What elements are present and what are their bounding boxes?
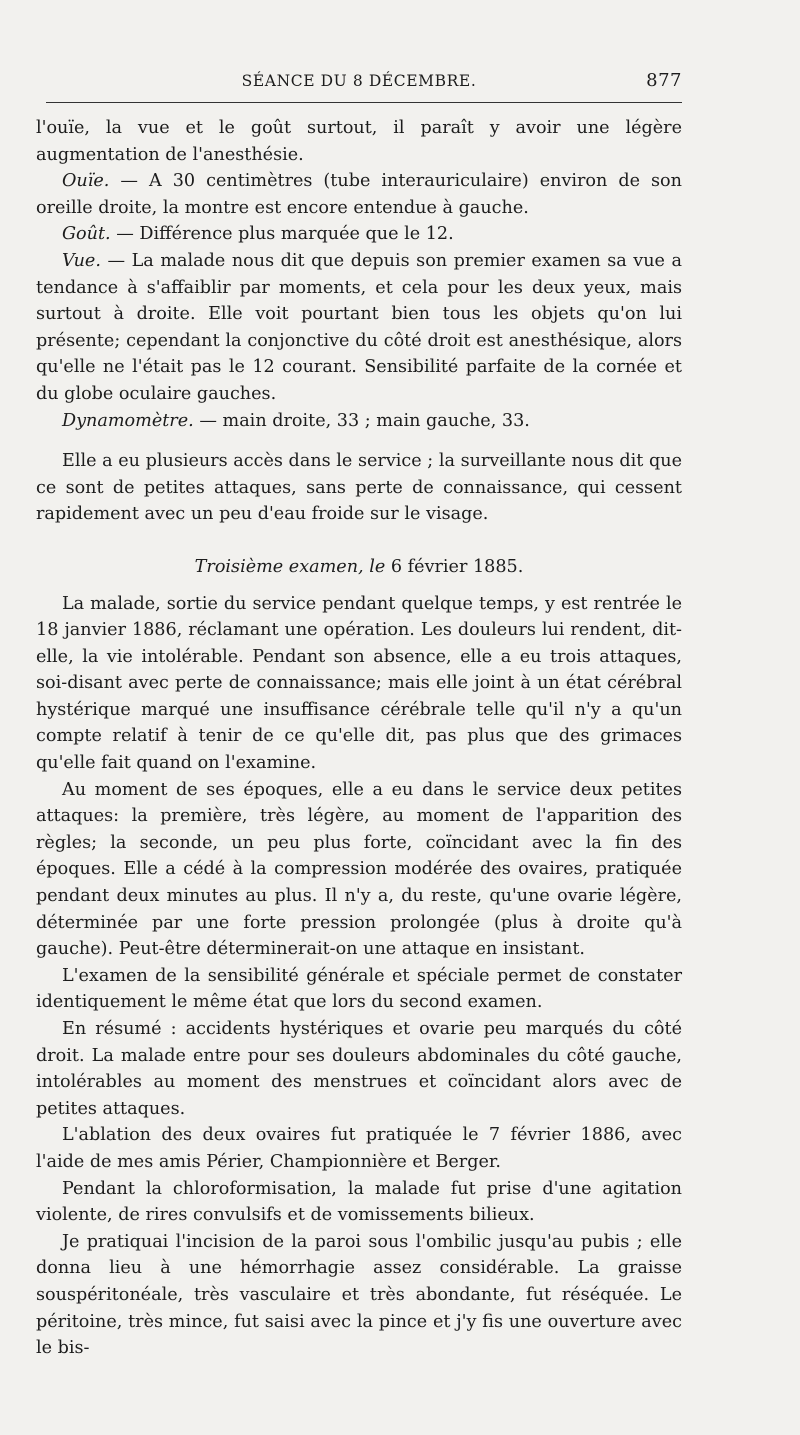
paragraph-lead: Goût. — [62, 224, 111, 245]
paragraph: L'examen de la sensibilité générale et spéciale permet de constater identiquement le même état que lors du second examen. — [36, 965, 682, 1013]
paragraph: L'ablation des deux ovaires fut pratiquée le 7 février 1886, avec l'aide de mes amis Périer, Championnière et Berger. — [36, 1125, 682, 1172]
paragraph: Au moment de ses époques, elle a eu dans le service deux petites attaques: la première, très légère, au moment de l'apparition des règles; la seconde, un peu plus forte, coïncidant avec la fin des époques. Elle a cédé à la compression modérée des ovaires, pratiquée pendant deux minutes au plus. Il n'y a, du reste, qu'une ovarie légère, déterminée par une forte pression prolongée (plus à droite qu'à gauche). Peut-être déterminerait-on une attaque en insistant. — [36, 779, 682, 960]
paragraph-dynamometre — [36, 408, 682, 435]
running-title: SÉANCE DU 8 DÉCEMBRE. — [241, 72, 477, 90]
paragraph-lead: Dynamomètre. — [62, 410, 194, 431]
paragraph: Je pratiquai l'incision de la paroi sous l'ombilic jusqu'au pubis ; elle donna lieu à une hémorrhagie assez considérable. La graisse souspéritonéale, très vasculaire et très abondante, fut réséquée. Le péritoine, très mince, fut saisi avec la pince et j'y fis une ouverture avec le bis- — [36, 1231, 682, 1359]
paragraph-vue — [36, 248, 682, 408]
book-page — [36, 66, 682, 1362]
paragraph-text: — main droite, 33 ; main gauche, 33. — [193, 410, 530, 431]
paragraph-ouie — [36, 168, 682, 221]
header-rule — [46, 102, 682, 103]
paragraph-lead: Ouïe. — [62, 171, 110, 192]
paragraph-text: — A 30 centimètres (tube interauriculaire) environ de son oreille droite, la montre est encore entendue à gauche. — [36, 171, 682, 218]
paragraph-text: — Différence plus marquée que le 12. — [110, 224, 454, 245]
paragraph-text: — La malade nous dit que depuis son premier examen sa vue a tendance à s'affaiblir par moments, et cela pour les deux yeux, mais surtout à droite. Elle voit pourtant bien tous les objets qu'on lui présente; cependant la conjonctive du côté droit est anesthésique, alors qu'elle ne l'était pas le 12 courant. Sensibilité parfaite de la cornée et du globe oculaire gauches. — [36, 250, 682, 404]
section-heading-italic: Troisième examen, le — [194, 556, 386, 577]
paragraph — [36, 115, 682, 168]
paragraph-text: Elle a eu plusieurs accès dans le service ; la surveillante nous dit que ce sont de petites attaques, sans perte de connaissance, qui cessent rapidement avec un peu d'eau froide sur le visage. — [36, 451, 682, 525]
paragraph-text: l'ouïe, la vue et le goût surtout, il paraît y avoir une légère augmentation de l'anesthésie. — [36, 118, 682, 165]
paragraph: La malade, sortie du service pendant quelque temps, y est rentrée le 18 janvier 1886, réclamant une opération. Les douleurs lui rendent, dit-elle, la vie intolérable. Pendant son absence, elle a eu trois attaques, soi-disant avec perte de connaissance; mais elle joint à un état cérébral hystérique marqué une insuffisance cérébrale telle qu'il n'y a qu'un compte relatif à tenir de ce qu'elle dit, pas plus que des grimaces qu'elle fait quand on l'examine. — [36, 593, 682, 774]
page-number: 877 — [646, 70, 682, 91]
section-heading — [36, 554, 682, 581]
paragraph: En résumé : accidents hystériques et ovarie peu marqués du côté droit. La malade entre pour ses douleurs abdominales du côté gauche, intolérables au moment des menstrues et coïncidant alors avec de petites attaques. — [36, 1019, 682, 1119]
paragraph — [36, 448, 682, 528]
paragraph-lead: Vue. — [62, 250, 101, 271]
page-body — [36, 115, 682, 1362]
section-heading-date: 6 février 1885. — [385, 556, 524, 577]
paragraph-gout — [36, 221, 682, 248]
paragraph: Pendant la chloroformisation, la malade fut prise d'une agitation violente, de rires convulsifs et de vomissements bilieux. — [36, 1178, 682, 1226]
running-header — [36, 66, 682, 96]
